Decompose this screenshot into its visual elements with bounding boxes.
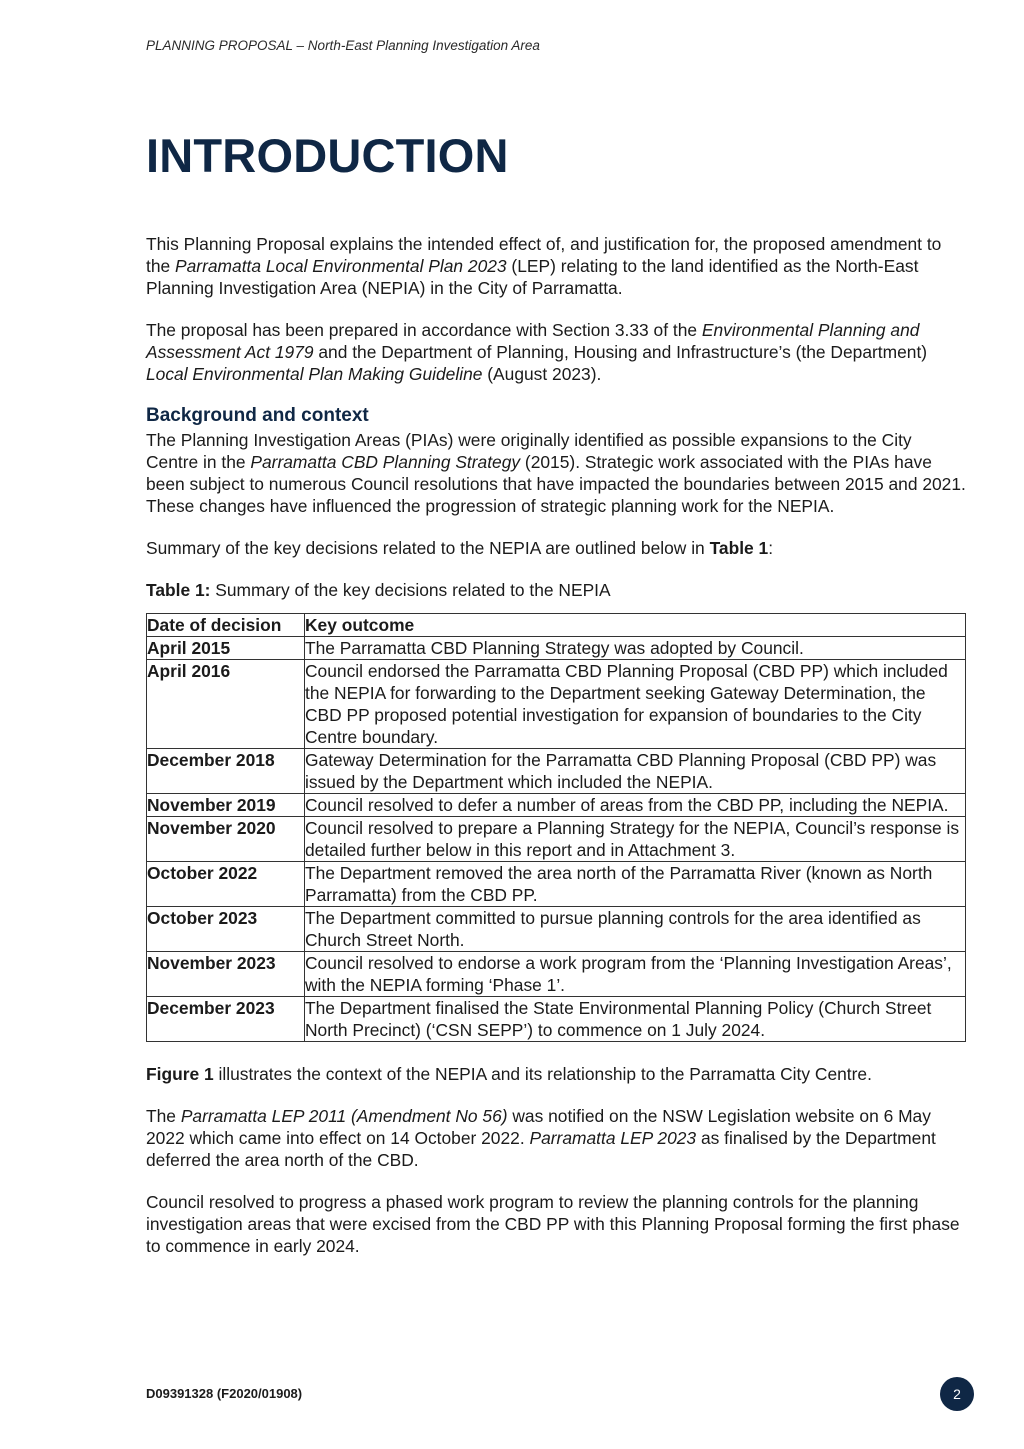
running-header: PLANNING PROPOSAL – North-East Planning Investigation Area <box>146 38 540 53</box>
intro-paragraph-2: The proposal has been prepared in accordance with Section 3.33 of the Environmental Planning and Assessment Act 1979 and the Department of Planning, Housing and Infrastructure’s (the Department) Local Environmental Plan Making Guideline (August 2023). <box>146 320 928 384</box>
intro-paragraph-1: This Planning Proposal explains the intended effect of, and justification for, the proposed amendment to the Parramatta Local Environmental Plan 2023 (LEP) relating to the land identified as the North-East Planning Investigation Area (NEPIA) in the City of Parramatta. <box>146 234 942 298</box>
decision-outcome: Council endorsed the Parramatta CBD Planning Proposal (CBD PP) which included the NEPIA for forwarding to the Department seeking Gateway Determination, the CBD PP proposed potential investigation for expansion of boundaries to the City Centre boundary. <box>305 660 966 749</box>
table-caption: Table 1: Summary of the key decisions related to the NEPIA <box>146 580 611 600</box>
decision-date: April 2015 <box>147 637 305 660</box>
page-title: INTRODUCTION <box>146 129 509 182</box>
decisions-table <box>146 613 966 1042</box>
decision-outcome: Council resolved to defer a number of areas from the CBD PP, including the NEPIA. <box>305 794 966 817</box>
decision-date: November 2023 <box>147 952 305 997</box>
column-header-outcome: Key outcome <box>305 614 966 637</box>
decision-outcome: Council resolved to endorse a work program from the ‘Planning Investigation Areas’, with the NEPIA forming ‘Phase 1’. <box>305 952 966 997</box>
lep-paragraph: The Parramatta LEP 2011 (Amendment No 56) was notified on the NSW Legislation website on 6 May 2022 which came into effect on 14 October 2022. Parramatta LEP 2023 as finalised by the Department deferred the area north of the CBD. <box>146 1106 936 1170</box>
table-row <box>147 952 966 997</box>
document-reference-code: D09391328 (F2020/01908) <box>146 1386 303 1401</box>
decision-date: December 2018 <box>147 749 305 794</box>
table-row <box>147 907 966 952</box>
decision-date: December 2023 <box>147 997 305 1042</box>
decision-outcome: The Department committed to pursue planning controls for the area identified as Church Street North. <box>305 907 966 952</box>
decision-outcome: Gateway Determination for the Parramatta CBD Planning Proposal (CBD PP) was issued by the Department which included the NEPIA. <box>305 749 966 794</box>
background-paragraph: The Planning Investigation Areas (PIAs) were originally identified as possible expansions to the City Centre in the Parramatta CBD Planning Strategy (2015). Strategic work associated with the PIAs have been subject to numerous Council resolutions that have impacted the boundaries between 2015 and 2021. These changes have influenced the progression of strategic planning work for the NEPIA. <box>146 430 966 516</box>
page-number-badge: 2 <box>940 1377 974 1411</box>
table-header-row <box>147 614 966 637</box>
section-heading-background: Background and context <box>146 405 369 426</box>
decision-outcome: The Parramatta CBD Planning Strategy was adopted by Council. <box>305 637 966 660</box>
decision-date: October 2023 <box>147 907 305 952</box>
table-row <box>147 794 966 817</box>
decision-date: October 2022 <box>147 862 305 907</box>
decision-date: April 2016 <box>147 660 305 749</box>
summary-paragraph: Summary of the key decisions related to the NEPIA are outlined below in Table 1: <box>146 538 774 558</box>
figure-reference-paragraph: Figure 1 illustrates the context of the NEPIA and its relationship to the Parramatta City Centre. <box>146 1064 872 1084</box>
table-row <box>147 660 966 749</box>
decision-date: November 2019 <box>147 794 305 817</box>
main-content <box>146 233 966 1277</box>
column-header-date: Date of decision <box>147 614 305 637</box>
table-row <box>147 749 966 794</box>
table-row <box>147 817 966 862</box>
work-program-paragraph: Council resolved to progress a phased work program to review the planning controls for the planning investigation areas that were excised from the CBD PP with this Planning Proposal forming the first phase to commence in early 2024. <box>146 1192 960 1256</box>
decision-outcome: Council resolved to prepare a Planning Strategy for the NEPIA, Council’s response is detailed further below in this report and in Attachment 3. <box>305 817 966 862</box>
decision-outcome: The Department removed the area north of the Parramatta River (known as North Parramatta) from the CBD PP. <box>305 862 966 907</box>
table-row <box>147 637 966 660</box>
table-row <box>147 862 966 907</box>
table-row <box>147 997 966 1042</box>
decision-outcome: The Department finalised the State Environmental Planning Policy (Church Street North Precinct) (‘CSN SEPP’) to commence on 1 July 2024. <box>305 997 966 1042</box>
decision-date: November 2020 <box>147 817 305 862</box>
